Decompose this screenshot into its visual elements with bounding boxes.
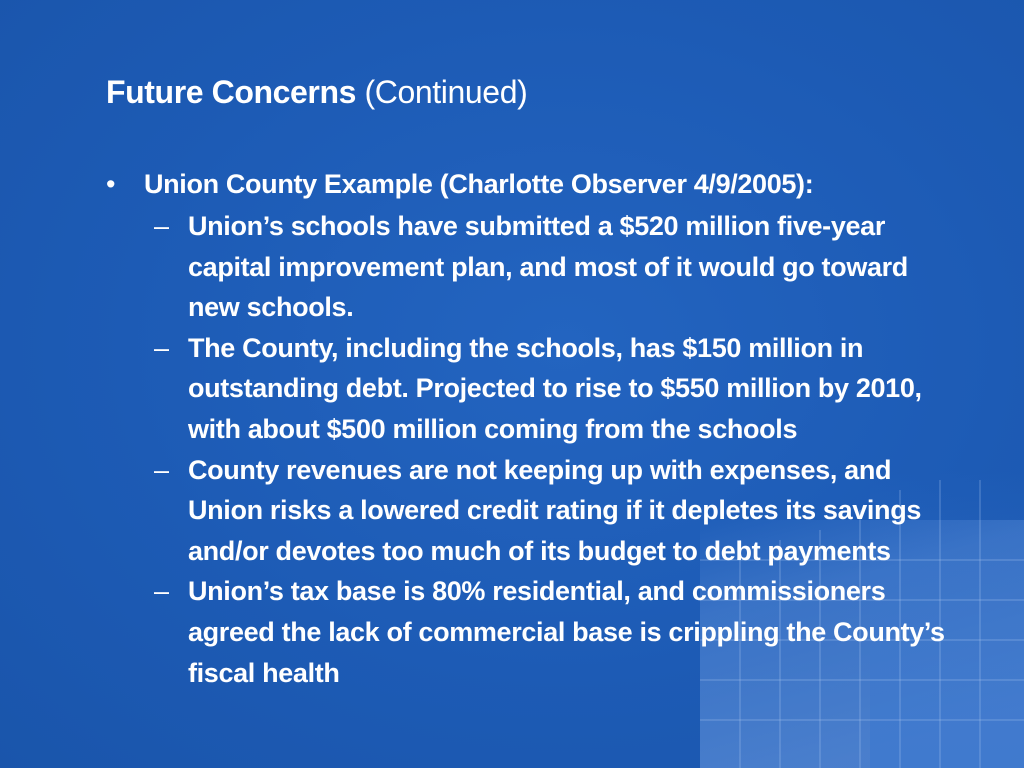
bullet-union-county xyxy=(106,164,966,693)
sub-bullet-text: County revenues are not keeping up with expenses, and Union risks a lowered credit rating if it depletes its savings and/or devotes too much of its budget to debt payments xyxy=(188,454,922,566)
sub-bullet-revenues xyxy=(154,450,966,572)
dash-marker-icon: – xyxy=(154,576,169,607)
bullet-text: Union County Example (Charlotte Observer 4/9/2005): xyxy=(144,169,814,199)
slide-title xyxy=(106,72,527,112)
sub-bullet-text: Union’s schools have submitted a $520 million five-year capital improvement plan, and most of it would go toward new schools. xyxy=(188,211,908,323)
slide-title-suffix: (Continued) xyxy=(364,74,528,110)
sub-bullet-text: The County, including the schools, has $150 million in outstanding debt. Projected to rise to $550 million by 2010, with about $500 million coming from the schools xyxy=(188,332,922,444)
dash-marker-icon: – xyxy=(154,211,169,241)
sub-bullet-outstanding-debt xyxy=(154,328,966,450)
sub-bullet-list xyxy=(154,206,966,693)
sub-bullet-schools-plan xyxy=(154,206,966,328)
slide-title-main: Future Concerns xyxy=(106,74,357,110)
bullet-marker-icon: • xyxy=(106,169,116,199)
dash-marker-icon: – xyxy=(154,454,169,485)
dash-marker-icon: – xyxy=(154,332,169,363)
sub-bullet-tax-base xyxy=(154,571,966,693)
bullet-row xyxy=(106,164,966,204)
sub-bullet-text: Union’s tax base is 80% residential, and commissioners agreed the lack of commercial base is crippling the County’s fiscal health xyxy=(188,576,945,688)
